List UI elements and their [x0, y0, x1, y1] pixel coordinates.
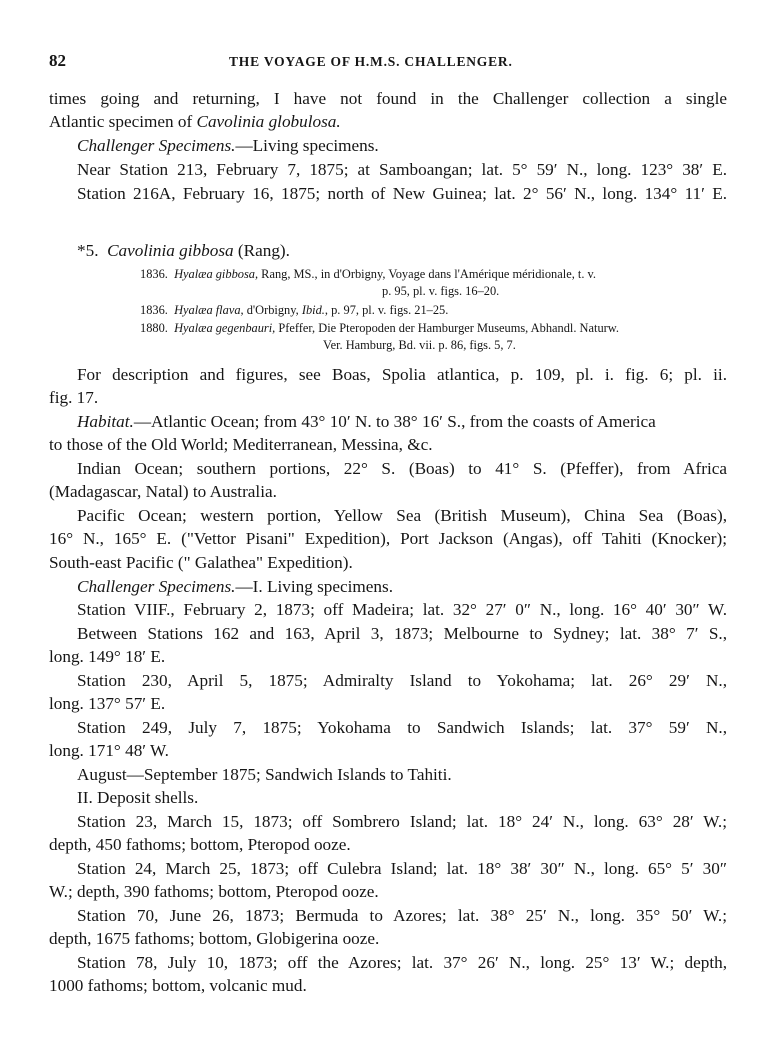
ref-year: 1836.: [140, 267, 168, 281]
page-number: 82: [49, 51, 66, 70]
text-line: fig. 17.: [49, 388, 99, 407]
text-line: Station 230, April 5, 1875; Admiralty Island to Yokohama; lat. 26° 29′ N.,: [77, 671, 727, 690]
text-line: Station 23, March 15, 1873; off Sombrero Island; lat. 18° 24′ N., long. 63° 28′ W.;: [77, 812, 727, 831]
text-line: [77, 411, 656, 433]
text-line: Station 249, July 7, 1875; Yokohama to Sandwich Islands; lat. 37° 59′ N.,: [77, 718, 727, 737]
text-line: [77, 135, 379, 157]
ref-text: Pfeffer, Die Pteropoden der Hamburger Museums, Abhandl. Naturw.: [275, 321, 620, 335]
text-line: Pacific Ocean; western portion, Yellow Sea (British Museum), China Sea (Boas),: [77, 506, 727, 525]
text-run: —Living specimens.: [235, 136, 379, 155]
section-heading: Challenger Specimens.: [77, 577, 236, 596]
text-line: Station 24, March 25, 1873; off Culebra Island; lat. 18° 38′ 30″ N., long. 65° 5′ 30″: [77, 859, 727, 878]
ref-text: d'Orbigny,: [243, 303, 302, 317]
text-line: long. 171° 48′ W.: [49, 741, 169, 760]
synonym-reference: [140, 320, 619, 336]
text-run: —I. Living specimens.: [235, 577, 394, 596]
text-line: [77, 576, 393, 598]
species-name: Cavolinia globulosa.: [196, 112, 341, 131]
synonym-reference: [140, 266, 596, 282]
ref-ibid: Ibid.: [301, 303, 325, 317]
text-run: Atlantic specimen of: [49, 112, 197, 131]
species-number: *5.: [77, 241, 99, 260]
text-line: II. Deposit shells.: [77, 788, 199, 807]
species-authority: (Rang).: [237, 241, 290, 260]
text-line: 16° N., 165° E. ("Vettor Pisani" Expedition), Port Jackson (Angas), off Tahiti (Knocker);: [49, 529, 727, 548]
ref-taxon: Hyalæa gegenbauri,: [174, 321, 276, 335]
text-line: long. 137° 57′ E.: [49, 694, 166, 713]
running-title: THE VOYAGE OF H.M.S. CHALLENGER.: [229, 54, 513, 69]
text-line: [49, 111, 341, 133]
text-run: —Atlantic Ocean; from 43° 10′ N. to 38° 16′ S., from the coasts of America: [133, 412, 656, 431]
text-line: times going and returning, I have not found in the Challenger collection a single: [49, 89, 727, 108]
ref-text: Rang, MS., in d'Orbigny, Voyage dans l'Amérique méridionale, t. v.: [258, 267, 597, 281]
text-line: (Madagascar, Natal) to Australia.: [49, 482, 277, 501]
ref-year: 1836.: [140, 303, 168, 317]
text-line: long. 149° 18′ E.: [49, 647, 166, 666]
text-line: South-east Pacific (" Galathea" Expedition).: [49, 553, 353, 572]
text-line: Near Station 213, February 7, 1875; at Samboangan; lat. 5° 59′ N., long. 123° 38′ E.: [77, 160, 727, 179]
ref-text: , p. 97, pl. v. figs. 21–25.: [324, 303, 449, 317]
ref-taxon: Hyalæa flava,: [174, 303, 244, 317]
text-line: Station 78, July 10, 1873; off the Azores; lat. 37° 26′ N., long. 25° 13′ W.; depth,: [77, 953, 727, 972]
text-line: to those of the Old World; Mediterranean, Messina, &c.: [49, 435, 433, 454]
text-line: depth, 1675 fathoms; bottom, Globigerina ooze.: [49, 929, 380, 948]
text-line: Station 216A, February 16, 1875; north of New Guinea; lat. 2° 56′ N., long. 134° 11′ E.: [77, 184, 727, 203]
text-line: W.; depth, 390 fathoms; bottom, Pteropod ooze.: [49, 882, 379, 901]
text-line: Between Stations 162 and 163, April 3, 1873; Melbourne to Sydney; lat. 38° 7′ S.,: [77, 624, 727, 643]
text-line: Station 70, June 26, 1873; Bermuda to Azores; lat. 38° 25′ N., long. 35° 50′ W.;: [77, 906, 727, 925]
text-line: depth, 450 fathoms; bottom, Pteropod ooze.: [49, 835, 351, 854]
ref-year: 1880.: [140, 321, 168, 335]
synonym-reference-cont: Ver. Hamburg, Bd. vii. p. 86, figs. 5, 7.: [323, 338, 516, 352]
species-heading: [77, 240, 290, 262]
section-heading: Challenger Specimens.: [77, 136, 236, 155]
text-line: Station VIIF., February 2, 1873; off Madeira; lat. 32° 27′ 0″ N., long. 16° 40′ 30″ W.: [77, 600, 727, 619]
text-line: For description and figures, see Boas, Spolia atlantica, p. 109, pl. i. fig. 6; pl. ii.: [77, 365, 727, 384]
text-line: Indian Ocean; southern portions, 22° S. (Boas) to 41° S. (Pfeffer), from Africa: [77, 459, 727, 478]
text-line: 1000 fathoms; bottom, volcanic mud.: [49, 976, 307, 995]
synonym-reference: [140, 302, 448, 318]
synonym-reference-cont: p. 95, pl. v. figs. 16–20.: [382, 284, 500, 298]
text-line: August—September 1875; Sandwich Islands to Tahiti.: [77, 765, 452, 784]
ref-taxon: Hyalæa gibbosa,: [174, 267, 259, 281]
section-heading: Habitat.: [77, 412, 134, 431]
species-name: Cavolinia gibbosa: [107, 241, 234, 260]
